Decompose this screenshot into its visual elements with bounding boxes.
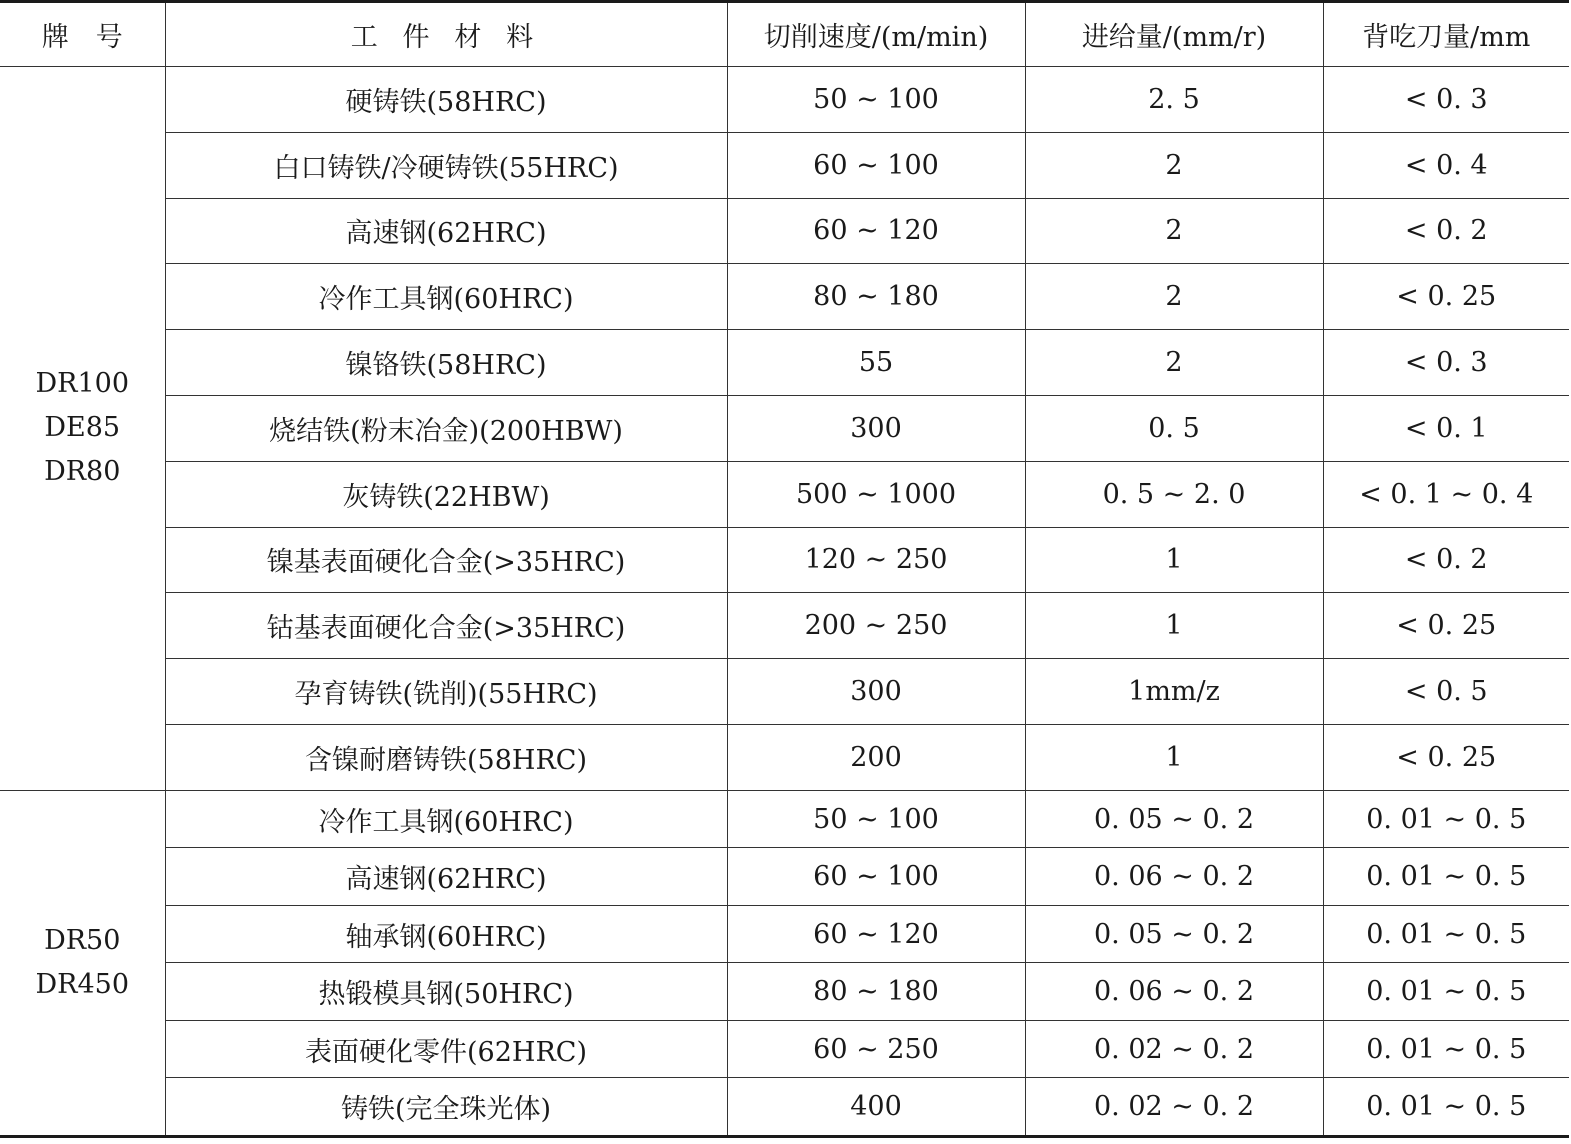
cutting-speed-cell: 300: [727, 659, 1025, 725]
table-header: [0, 2, 1569, 67]
feed-cell: 0. 06 ~ 0. 2: [1025, 848, 1323, 906]
depth-of-cut-cell: < 0. 3: [1323, 330, 1569, 396]
table-row: [0, 527, 1569, 593]
header-cutting-speed: 切削速度/(m/min): [727, 2, 1025, 67]
material-cell: 含镍耐磨铸铁(58HRC): [165, 724, 727, 790]
feed-cell: 0. 02 ~ 0. 2: [1025, 1020, 1323, 1078]
table-row: [0, 848, 1569, 906]
cutting-speed-cell: 60 ~ 120: [727, 905, 1025, 963]
table-row: [0, 593, 1569, 659]
material-cell: 灰铸铁(22HBW): [165, 461, 727, 527]
feed-cell: 0. 5: [1025, 395, 1323, 461]
header-row: [0, 2, 1569, 67]
depth-of-cut-cell: 0. 01 ~ 0. 5: [1323, 790, 1569, 848]
material-cell: 硬铸铁(58HRC): [165, 67, 727, 133]
cutting-speed-cell: 400: [727, 1078, 1025, 1137]
material-cell: 钴基表面硬化合金(>35HRC): [165, 593, 727, 659]
depth-of-cut-cell: < 0. 25: [1323, 724, 1569, 790]
table-row: [0, 67, 1569, 133]
feed-cell: 2: [1025, 330, 1323, 396]
cutting-speed-cell: 200 ~ 250: [727, 593, 1025, 659]
material-cell: 轴承钢(60HRC): [165, 905, 727, 963]
brand-name: DR80: [44, 456, 121, 488]
material-cell: 冷作工具钢(60HRC): [165, 264, 727, 330]
table-row: [0, 395, 1569, 461]
feed-cell: 2. 5: [1025, 67, 1323, 133]
feed-cell: 0. 02 ~ 0. 2: [1025, 1078, 1323, 1137]
material-cell: 镍铬铁(58HRC): [165, 330, 727, 396]
material-cell: 烧结铁(粉末冶金)(200HBW): [165, 395, 727, 461]
cutting-speed-cell: 60 ~ 100: [727, 132, 1025, 198]
material-cell: 热锻模具钢(50HRC): [165, 963, 727, 1021]
header-material: 工 件 材 料: [165, 2, 727, 67]
feed-cell: 1: [1025, 593, 1323, 659]
feed-cell: 0. 05 ~ 0. 2: [1025, 790, 1323, 848]
cutting-speed-cell: 60 ~ 120: [727, 198, 1025, 264]
feed-cell: 1: [1025, 527, 1323, 593]
table-row: [0, 132, 1569, 198]
depth-of-cut-cell: < 0. 1 ~ 0. 4: [1323, 461, 1569, 527]
depth-of-cut-cell: < 0. 2: [1323, 198, 1569, 264]
material-cell: 冷作工具钢(60HRC): [165, 790, 727, 848]
table-row: [0, 790, 1569, 848]
header-feed: 进给量/(mm/r): [1025, 2, 1323, 67]
depth-of-cut-cell: < 0. 25: [1323, 593, 1569, 659]
cutting-speed-cell: 120 ~ 250: [727, 527, 1025, 593]
material-cell: 高速钢(62HRC): [165, 848, 727, 906]
cutting-speed-cell: 60 ~ 250: [727, 1020, 1025, 1078]
depth-of-cut-cell: < 0. 2: [1323, 527, 1569, 593]
cutting-speed-cell: 80 ~ 180: [727, 264, 1025, 330]
feed-cell: 2: [1025, 264, 1323, 330]
depth-of-cut-cell: < 0. 4: [1323, 132, 1569, 198]
material-cell: 高速钢(62HRC): [165, 198, 727, 264]
brand-name: DR50: [44, 924, 121, 956]
depth-of-cut-cell: 0. 01 ~ 0. 5: [1323, 1078, 1569, 1137]
cutting-speed-cell: 300: [727, 395, 1025, 461]
table-row: [0, 461, 1569, 527]
material-cell: 白口铸铁/冷硬铸铁(55HRC): [165, 132, 727, 198]
feed-cell: 2: [1025, 132, 1323, 198]
feed-cell: 0. 05 ~ 0. 2: [1025, 905, 1323, 963]
depth-of-cut-cell: 0. 01 ~ 0. 5: [1323, 963, 1569, 1021]
table-row: [0, 1020, 1569, 1078]
depth-of-cut-cell: 0. 01 ~ 0. 5: [1323, 848, 1569, 906]
cutting-speed-cell: 55: [727, 330, 1025, 396]
header-depth-of-cut: 背吃刀量/mm: [1323, 2, 1569, 67]
depth-of-cut-cell: < 0. 25: [1323, 264, 1569, 330]
table-row: [0, 264, 1569, 330]
table-row: [0, 1078, 1569, 1137]
material-cell: 镍基表面硬化合金(>35HRC): [165, 527, 727, 593]
cutting-speed-cell: 500 ~ 1000: [727, 461, 1025, 527]
cutting-speed-cell: 50 ~ 100: [727, 67, 1025, 133]
cutting-speed-cell: 80 ~ 180: [727, 963, 1025, 1021]
material-cell: 铸铁(完全珠光体): [165, 1078, 727, 1137]
depth-of-cut-cell: 0. 01 ~ 0. 5: [1323, 1020, 1569, 1078]
brand-cell: [0, 790, 165, 1136]
depth-of-cut-cell: < 0. 3: [1323, 67, 1569, 133]
feed-cell: 0. 06 ~ 0. 2: [1025, 963, 1323, 1021]
material-cell: 表面硬化零件(62HRC): [165, 1020, 727, 1078]
cutting-speed-cell: 50 ~ 100: [727, 790, 1025, 848]
brand-name: DR100: [35, 368, 129, 400]
depth-of-cut-cell: < 0. 1: [1323, 395, 1569, 461]
cutting-speed-cell: 200: [727, 724, 1025, 790]
table-row: [0, 659, 1569, 725]
table-row: [0, 963, 1569, 1021]
material-cell: 孕育铸铁(铣削)(55HRC): [165, 659, 727, 725]
feed-cell: 0. 5 ~ 2. 0: [1025, 461, 1323, 527]
table-row: [0, 330, 1569, 396]
feed-cell: 1: [1025, 724, 1323, 790]
depth-of-cut-cell: < 0. 5: [1323, 659, 1569, 725]
header-brand: 牌 号: [0, 2, 165, 67]
depth-of-cut-cell: 0. 01 ~ 0. 5: [1323, 905, 1569, 963]
feed-cell: 1mm/z: [1025, 659, 1323, 725]
cutting-speed-cell: 60 ~ 100: [727, 848, 1025, 906]
brand-name: DR450: [35, 968, 129, 1000]
table-row: [0, 905, 1569, 963]
brand-cell: [0, 67, 165, 791]
table-row: [0, 724, 1569, 790]
table-body: [0, 67, 1569, 1137]
brand-name: DE85: [44, 412, 121, 444]
table-row: [0, 198, 1569, 264]
feed-cell: 2: [1025, 198, 1323, 264]
